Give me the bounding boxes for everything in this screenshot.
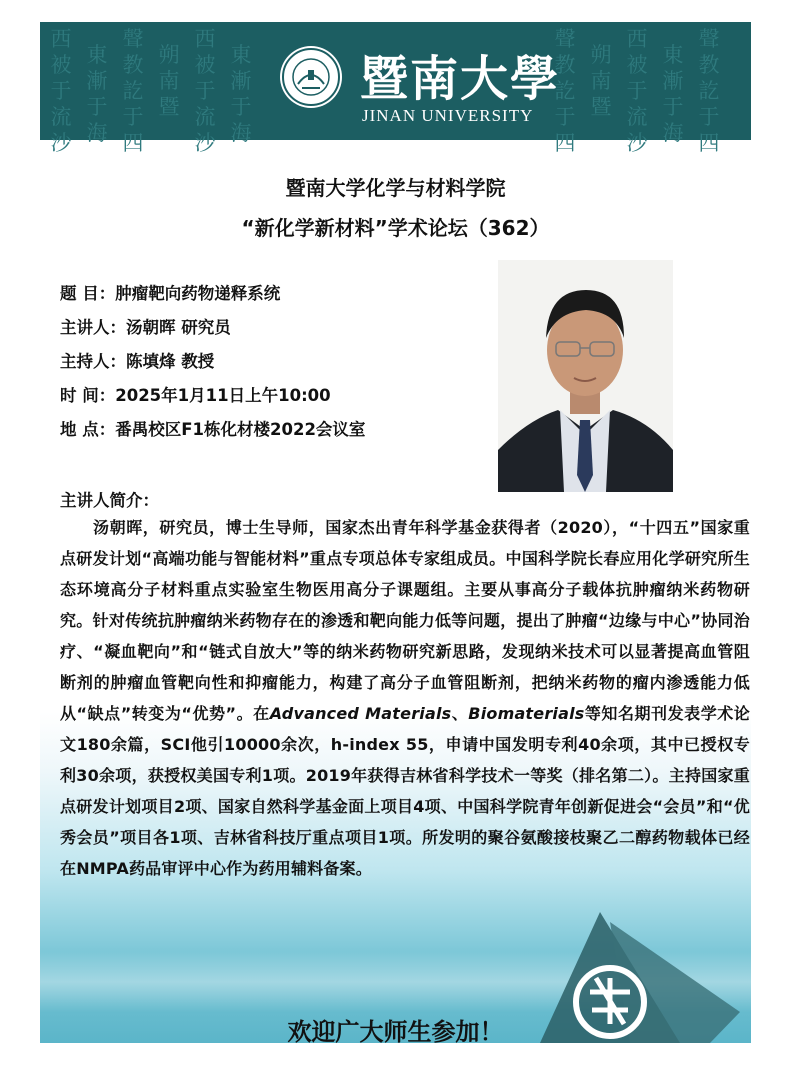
motto-column: 西 被 于 流 沙 — [50, 27, 72, 155]
speaker-photo — [498, 260, 673, 492]
page-title: 暨南大学化学与材料学院 — [285, 176, 506, 200]
motto-column: 聲 教 訖 于 四 — [698, 27, 720, 155]
place-line: 地 点：番禺校区F1栋化材楼2022会议室 — [60, 420, 366, 439]
university-logo — [278, 36, 578, 130]
welcome-message: 欢迎广大师生参加！ — [287, 1018, 504, 1046]
host-line: 主持人：陈填烽 教授 — [60, 352, 215, 371]
motto-column: 西 被 于 流 沙 — [194, 27, 216, 155]
talk-topic: 题 目：肿瘤靶向药物递释系统 — [60, 284, 281, 303]
motto-column: 朔 南 暨 — [590, 43, 612, 119]
journal-advanced-materials: Advanced Materials — [269, 704, 452, 723]
poster — [40, 22, 751, 1046]
motto-column: 東 漸 于 海 — [230, 43, 252, 145]
motto-column: 朔 南 暨 — [158, 43, 180, 119]
bio-heading: 主讲人简介： — [60, 491, 159, 510]
bio-part2: 等知名期刊发表学术论文180余篇，SCI他引10000余次，h-index 55，申请中国发明专利40余项，其中已授权专利30余项，获授权美国专利1项。2019年获得吉林省科学技术一等奖（排名第二）。主持国家重点研发计划项目2项、国家自然科学基金面上项目4项、中国科学院青年创新促进会“会员”和“优秀会员”项目各1项、吉林省科技厅重点项目1项。所发明的聚谷氨酸接枝聚乙二醇药物载体已经在NMPA药品审评中心作为药用辅料备案。 — [60, 704, 750, 878]
header-banner — [40, 22, 751, 155]
journal-biomaterials: Biomaterials — [468, 704, 585, 723]
forum-subtitle: “新化学新材料”学术论坛（362） — [241, 216, 550, 240]
time-line: 时 间：2025年1月11日上午10:00 — [60, 386, 331, 405]
motto-column: 西 被 于 流 沙 — [626, 27, 648, 155]
speaker-bio — [60, 512, 750, 884]
bio-separator: 、 — [451, 704, 469, 723]
university-name-cn: 暨南大學 — [360, 51, 561, 107]
university-name-en: JINAN UNIVERSITY — [362, 106, 534, 125]
motto-column: 聲 教 訖 于 四 — [122, 27, 144, 155]
bio-part1: 汤朝晖，研究员，博士生导师，国家杰出青年科学基金获得者（2020），“十四五”国家重点研发计划“高端功能与智能材料”重点专项总体专家组成员。中国科学院长春应用化学研究所生态环境高分子材料重点实验室生物医用高分子课题组。主要从事高分子载体抗肿瘤纳米药物研究。针对传统抗肿瘤纳米药物存在的渗透和靶向能力低等问题，提出了肿瘤“边缘与中心”协同治疗、“凝血靶向”和“链式自放大”等的纳米药物研究新思路，发现纳米技术可以显著提高血管阻断剂的肿瘤血管靶向性和抑瘤能力，构建了高分子血管阻断剂，把纳米药物的瘤内渗透能力低从“缺点”转变为“优势”。在 — [60, 518, 750, 723]
motto-column: 東 漸 于 海 — [86, 43, 108, 145]
motto-column: 聲 教 訖 于 四 — [554, 27, 576, 155]
motto-column: 東 漸 于 海 — [662, 43, 684, 145]
speaker-line: 主讲人：汤朝晖 研究员 — [60, 318, 231, 337]
university-seal-icon — [278, 44, 344, 110]
